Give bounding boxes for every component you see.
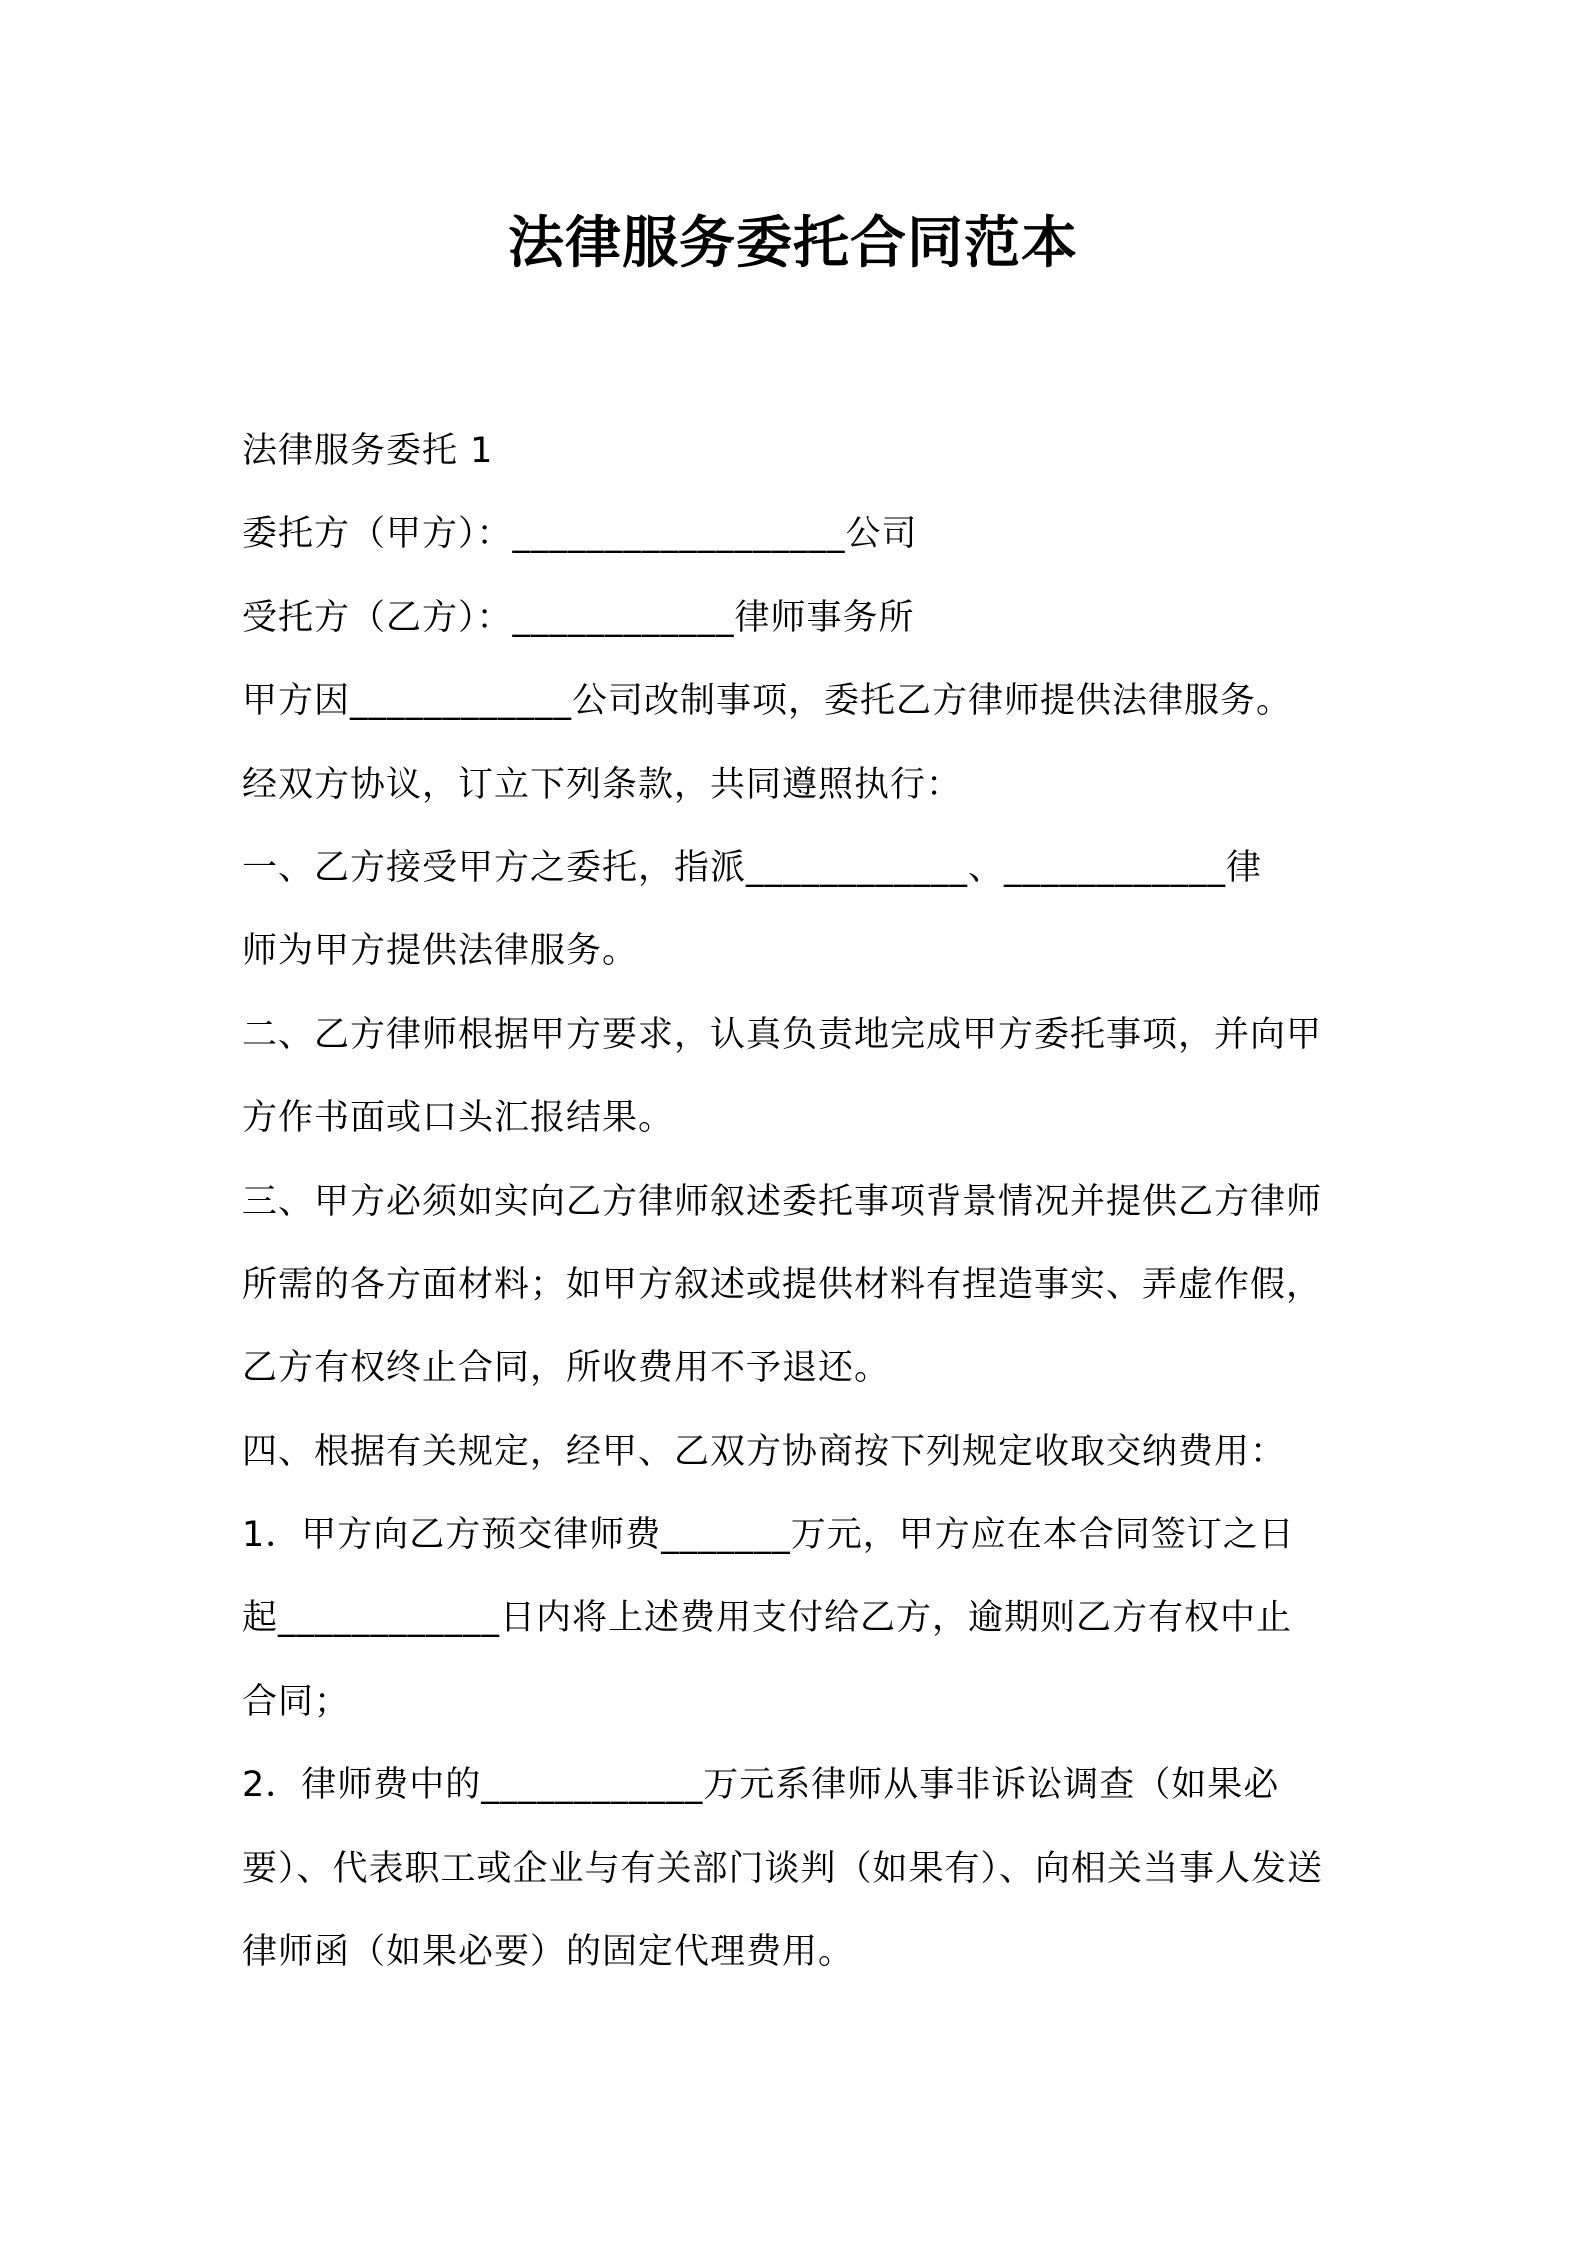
clause-2-line-1: 二、乙方律师根据甲方要求，认真负责地完成甲方委托事项，并向甲 (242, 1014, 1323, 1055)
section-heading: 法律服务委托 1 (242, 431, 494, 471)
document-title: 法律服务委托合同范本 (508, 211, 1078, 276)
fee-item-2-line-2: 要）、代表职工或企业与有关部门谈判（如果有）、向相关当事人发送 (242, 1848, 1324, 1889)
fee-item-1-line-1: 1．甲方向乙方预交律师费_______万元，甲方应在本合同签订之日 (242, 1515, 1295, 1556)
party-b-line: 受托方（乙方）：____________律师事务所 (242, 597, 915, 638)
purpose-line: 甲方因____________公司改制事项，委托乙方律师提供法律服务。 (242, 681, 1293, 722)
document-body (242, 410, 1360, 1994)
fee-item-1-line-2: 起____________日内将上述费用支付给乙方，逾期则乙方有权中止 (242, 1598, 1293, 1639)
fee-item-2-line-3: 律师函（如果必要）的固定代理费用。 (242, 1932, 855, 1973)
clause-2-line-2: 方作书面或口头汇报结果。 (242, 1098, 675, 1139)
clause-3-line-3: 乙方有权终止合同，所收费用不予退还。 (242, 1348, 891, 1389)
fee-item-1-line-3: 合同； (242, 1681, 351, 1722)
fee-item-2-line-1: 2．律师费中的____________万元系律师从事非诉讼调查（如果必 (242, 1765, 1280, 1806)
agreement-intro-line: 经双方协议，订立下列条款，共同遵照执行： (242, 764, 963, 805)
clause-1-line-2: 师为甲方提供法律服务。 (242, 931, 639, 972)
clause-4-line-1: 四、根据有关规定，经甲、乙双方协商按下列规定收取交纳费用： (242, 1431, 1287, 1472)
party-a-line: 委托方（甲方）：__________________公司 (242, 514, 918, 555)
clause-1-line-1: 一、乙方接受甲方之委托，指派____________、____________律 (242, 847, 1263, 888)
clause-3-line-2: 所需的各方面材料；如甲方叙述或提供材料有捏造事实、弄虚作假， (242, 1264, 1323, 1305)
clause-3-line-1: 三、甲方必须如实向乙方律师叙述委托事项背景情况并提供乙方律师 (242, 1181, 1323, 1222)
